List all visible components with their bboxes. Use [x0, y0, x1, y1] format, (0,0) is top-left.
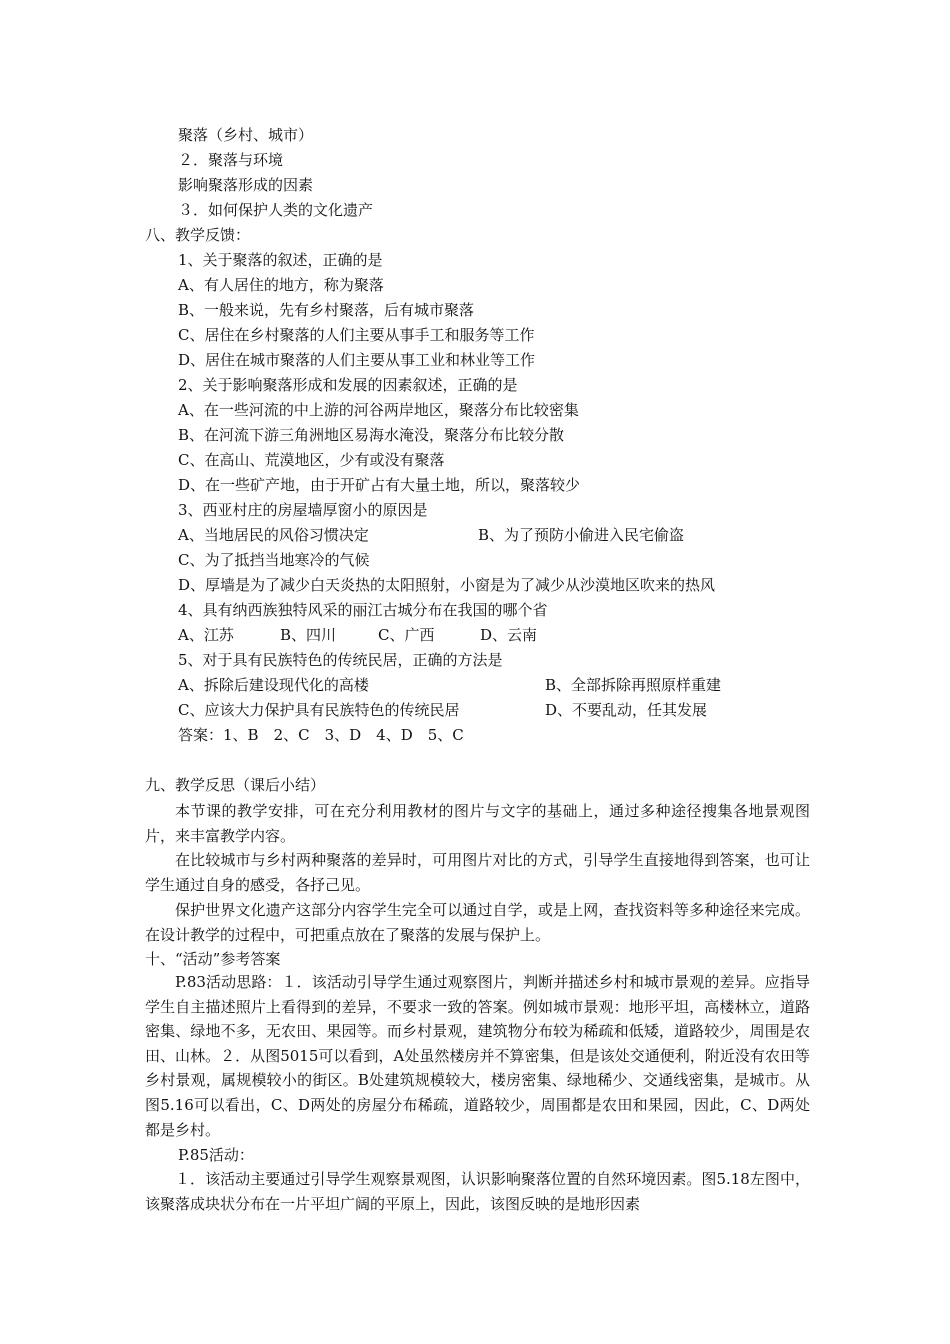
reflection-paragraph-3: 保护世界文化遗产这部分内容学生完全可以通过自学，或是上网，查找资料等多种途径来完成。在设计教学的过程中，可把重点放在了聚落的发展与保护上。 — [145, 901, 810, 944]
activity-p85-label: P.85活动： — [178, 1146, 254, 1164]
activity-p85-paragraph: １．该活动主要通过引导学生观察景观图，认识影响聚落位置的自然环境因素。图5.18左图中，该聚落成块状分布在一片平坦广阔的平原上，因此，该图反映的是地形因素 — [145, 1170, 810, 1213]
q4-option-c: C、广西 — [378, 626, 435, 644]
q4-stem: 4、具有纳西族独特风采的丽江古城分布在我国的哪个省 — [178, 601, 548, 619]
q5-option-c: C、应该大力保护具有民族特色的传统民居 — [178, 701, 460, 719]
reflection-paragraph-1: 本节课的教学安排，可在充分利用教材的图片与文字的基础上，通过多种途径搜集各地景观图片，来丰富教学内容。 — [145, 802, 810, 845]
q2-option-a: A、在一些河流的中上游的河谷两岸地区，聚落分布比较密集 — [178, 401, 579, 419]
outline-item-2: ２．聚落与环境 — [178, 151, 284, 169]
q2-option-c: C、在高山、荒漠地区，少有或没有聚落 — [178, 451, 445, 469]
q4-option-b: B、四川 — [280, 626, 337, 644]
outline-item-factors: 影响聚落形成的因素 — [178, 176, 314, 194]
q5-option-d: D、不要乱动，任其发展 — [545, 701, 708, 719]
outline-item-3: ３．如何保护人类的文化遗产 — [178, 201, 374, 219]
reflection-heading: 九、教学反思（课后小结） — [145, 776, 326, 794]
reflection-paragraph-2: 在比较城市与乡村两种聚落的差异时，可用图片对比的方式，引导学生直接地得到答案，也可让学生通过自身的感受，各抒己见。 — [145, 851, 810, 894]
q1-option-a: A、有人居住的地方，称为聚落 — [178, 276, 384, 294]
q5-option-b: B、全部拆除再照原样重建 — [545, 676, 722, 694]
q3-option-b: B、为了预防小偷进入民宅偷盗 — [478, 526, 685, 544]
q1-stem: 1、关于聚落的叙述，正确的是 — [178, 251, 383, 269]
q4-option-d: D、云南 — [480, 626, 538, 644]
feedback-heading: 八、教学反馈： — [145, 226, 251, 244]
q2-option-d: D、在一些矿产地，由于开矿占有大量土地，所以，聚落较少 — [178, 476, 581, 494]
answer-key: 答案：1、B 2、C 3、D 4、D 5、C — [178, 726, 464, 744]
q3-option-c: C、为了抵挡当地寒冷的气候 — [178, 551, 370, 569]
q4-option-a: A、江苏 — [178, 626, 234, 644]
q1-option-d: D、居住在城市聚落的人们主要从事工业和林业等工作 — [178, 351, 536, 369]
q5-option-a: A、拆除后建设现代化的高楼 — [178, 676, 369, 694]
q2-option-b: B、在河流下游三角洲地区易海水淹没，聚落分布比较分散 — [178, 426, 565, 444]
q1-option-c: C、居住在乡村聚落的人们主要从事手工和服务等工作 — [178, 326, 535, 344]
q3-stem: 3、西亚村庄的房屋墙厚窗小的原因是 — [178, 501, 428, 519]
q3-option-a: A、当地居民的风俗习惯决定 — [178, 526, 369, 544]
q1-option-b: B、一般来说，先有乡村聚落，后有城市聚落 — [178, 301, 475, 319]
activity-heading: 十、“活动”参考答案 — [145, 950, 281, 968]
q5-stem: 5、对于具有民族特色的传统民居，正确的方法是 — [178, 651, 503, 669]
q2-stem: 2、关于影响聚落形成和发展的因素叙述，正确的是 — [178, 376, 518, 394]
q3-option-d: D、厚墙是为了减少白天炎热的太阳照射，小窗是为了减少从沙漠地区吹来的热风 — [178, 576, 716, 594]
activity-p83-paragraph: P.83活动思路：１．该活动引导学生通过观察图片，判断并描述乡村和城市景观的差异。应指导学生自主描述照片上看得到的差异，不要求一致的答案。例如城市景观：地形平坦，高楼林立，道路密集、绿地不多，无农田、果园等。而乡村景观，建筑物分布较为稀疏和低矮，道路较少，周围是农田、山林。２．从图5015可以看到，A处虽然楼房并不算密集，但是该处交通便利，附近没有农田等乡村景观，属规模较小的街区。B处建筑规模较大，楼房密集、绿地稀少、交通线密集，是城市。从图5.16可以看出，C、D两处的房屋分布稀疏，道路较少，周围都是农田和果园，因此，C、D两处都是乡村。 — [145, 973, 810, 1139]
outline-item-settlement: 聚落（乡村、城市） — [178, 126, 314, 144]
